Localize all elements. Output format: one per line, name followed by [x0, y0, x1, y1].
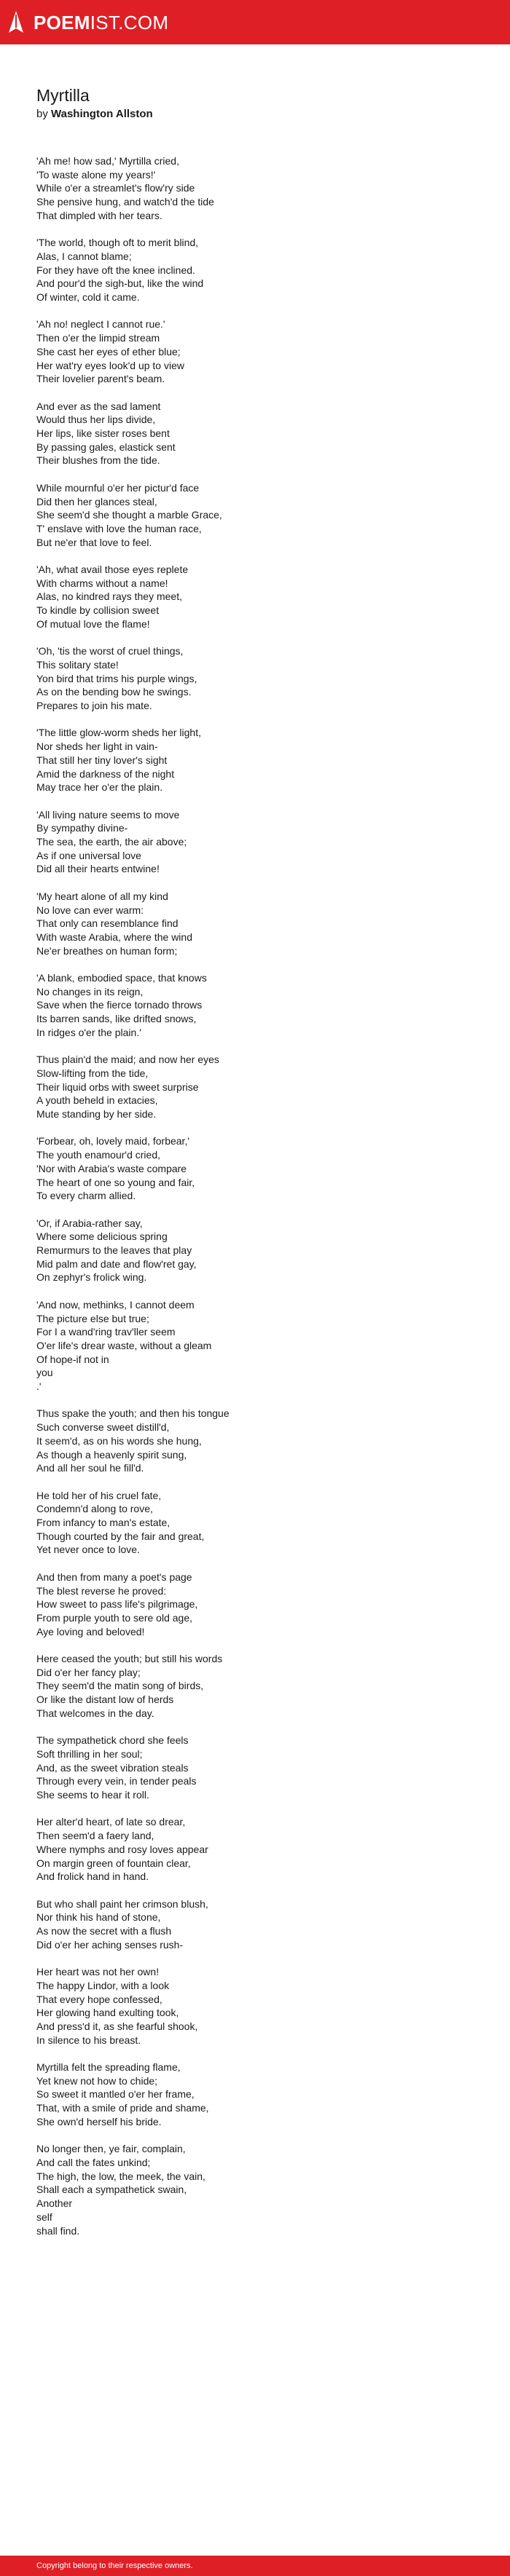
poem-line: She cast her eyes of ether blue;	[36, 345, 181, 357]
poem-line: 'The little glow-worm sheds her light,	[36, 727, 201, 739]
poem-line: Their lovelier parent's beam.	[36, 373, 165, 385]
poem-line: From purple youth to sere old age,	[36, 1611, 193, 1624]
poem-stanza	[36, 1652, 488, 1720]
poem-line: Or like the distant low of herds	[36, 1694, 174, 1706]
poem-line: 'Oh, 'tis the worst of cruel things,	[36, 645, 184, 657]
poem-line: As now the secret with a flush	[36, 1925, 172, 1937]
poem-line: The high, the low, the meek, the vain,	[36, 2170, 205, 2182]
poem-line: That welcomes in the day.	[36, 1707, 154, 1719]
poem-line: 'Nor with Arabia's waste compare	[36, 1162, 187, 1174]
poem-line: That every hope confessed,	[36, 1993, 162, 2005]
poem-line: And call the fates unkind;	[36, 2156, 151, 2168]
poem-stanza	[36, 1407, 488, 1475]
poem-line: Remurmurs to the leaves that play	[36, 1244, 192, 1257]
poem-line: Her heart was not her own!	[36, 1966, 160, 1978]
poem-line: It seem'd, as on his words she hung,	[36, 1434, 202, 1447]
poem-line: As on the bending bow he swings.	[36, 686, 192, 698]
poem-line: Did then her glances steal,	[36, 495, 157, 507]
poem-stanza	[36, 1217, 488, 1285]
poem-line: Of hope-if not in	[36, 1353, 109, 1365]
poem-line: And frolick hand in hand.	[36, 1870, 149, 1883]
poem-line: This solitary state!	[36, 658, 119, 671]
poem-stanza	[36, 481, 488, 550]
poem-title: Myrtilla	[36, 86, 90, 105]
poem-line: 'And now, methinks, I cannot deem	[36, 1298, 195, 1311]
poem-stanza	[36, 236, 488, 304]
poem-line: With charms without a name!	[36, 577, 168, 589]
poem-byline	[36, 107, 488, 121]
poem-line: Mute standing by her side.	[36, 1108, 157, 1121]
pencil-icon	[8, 10, 24, 35]
poem-line: Then seem'd a faery land,	[36, 1830, 154, 1842]
poem-stanza	[36, 1965, 488, 2047]
poem-line: Did o'er her fancy play;	[36, 1666, 141, 1678]
poem-line: T' enslave with love the human race,	[36, 522, 202, 534]
poem-line: Did o'er her aching senses rush-	[36, 1938, 184, 1951]
poem-line: As though a heavenly spirit sung,	[36, 1448, 187, 1461]
poem-line: Her lips, like sister roses bent	[36, 427, 170, 440]
poem-line: The happy Lindor, with a look	[36, 1979, 170, 1991]
poem-line: Ne'er breathes on human form;	[36, 944, 178, 957]
poem-line: While mournful o'er her pictur'd face	[36, 481, 200, 494]
poem-line: She pensive hung, and watch'd the tide	[36, 196, 214, 208]
poem-line: Her wat'ry eyes look'd up to view	[36, 359, 184, 371]
poem-line: And then from many a poet's page	[36, 1571, 192, 1583]
poem-line: Their liquid orbs with sweet surprise	[36, 1080, 199, 1093]
poem-line: self	[36, 2210, 52, 2223]
poem-line: 'My heart alone of all my kind	[36, 890, 168, 902]
poem-line: The heart of one so young and fair,	[36, 1176, 195, 1188]
poem-line: That still her tiny lover's sight	[36, 754, 168, 766]
poem-stanza	[36, 1298, 488, 1394]
poem-line: Their blushes from the tide.	[36, 454, 160, 467]
poem-line: Shall each a sympathetick swain,	[36, 2184, 187, 2196]
poem-line: Though courted by the fair and great,	[36, 1530, 205, 1542]
poem-line: 'Ah me! how sad,' Myrtilla cried,	[36, 155, 179, 167]
poem-line: On margin green of fountain clear,	[36, 1857, 191, 1869]
poem-line: And ever as the sad lament	[36, 400, 161, 412]
poem-stanza	[36, 1734, 488, 1802]
poem-stanza	[36, 2142, 488, 2237]
site-footer	[0, 2556, 510, 2576]
poem-line: To every charm allied.	[36, 1190, 136, 1202]
poem-stanza	[36, 1815, 488, 1884]
poem-line: 'All living nature seems to move	[36, 808, 180, 821]
poem-line: No love can ever warm:	[36, 904, 144, 916]
poem-line: How sweet to pass life's pilgrimage,	[36, 1598, 198, 1611]
poem-content	[36, 85, 488, 2251]
poem-line: Thus spake the youth; and then his tongue	[36, 1407, 230, 1420]
poem-line: While o'er a streamlet's flow'ry side	[36, 182, 195, 194]
poem-line: So sweet it mantled o'er her frame,	[36, 2088, 195, 2101]
poem-line: 'Or, if Arabia-rather say,	[36, 1217, 143, 1229]
poem-line: Another	[36, 2197, 73, 2210]
poem-line: Such converse sweet distill'd,	[36, 1421, 170, 1434]
poem-line: Alas, I cannot blame;	[36, 250, 132, 262]
poem-line: Save when the fierce tornado throws	[36, 999, 203, 1011]
poem-line: Yet knew not how to chide;	[36, 2074, 158, 2087]
poem-stanza	[36, 563, 488, 631]
poem-stanza	[36, 1571, 488, 1639]
poem-line: Where some delicious spring	[36, 1230, 168, 1243]
poem-line: No longer then, ye fair, complain,	[36, 2143, 186, 2155]
poem-line: The blest reverse he proved:	[36, 1584, 167, 1597]
poem-stanza	[36, 1134, 488, 1203]
poem-line: And press'd it, as she fearful shook,	[36, 2020, 198, 2032]
poem-line: No changes in its reign,	[36, 985, 144, 997]
poem-line: Yon bird that trims his purple wings,	[36, 672, 197, 684]
poem-line: 'Ah, what avail those eyes replete	[36, 564, 189, 576]
poem-stanza	[36, 317, 488, 386]
poem-line: That dimpled with her tears.	[36, 209, 162, 221]
poem-line: She seems to hear it roll.	[36, 1789, 149, 1801]
poem-line: The picture else but true;	[36, 1312, 149, 1324]
poem-stanza	[36, 971, 488, 1040]
poem-stanza	[36, 1897, 488, 1952]
poem-stanza	[36, 644, 488, 713]
poem-line: The sea, the earth, the air above;	[36, 836, 187, 848]
poem-line: She seem'd she thought a marble Grace,	[36, 509, 222, 521]
poem-line: 'Ah no! neglect I cannot rue.'	[36, 318, 165, 331]
poem-line: Nor think his hand of stone,	[36, 1911, 161, 1924]
poem-stanza	[36, 1053, 488, 1121]
poem-line: And, as the sweet vibration steals	[36, 1761, 189, 1774]
poem-line: To kindle by collision sweet	[36, 604, 160, 617]
poem-line: 'A blank, embodied space, that knows	[36, 972, 207, 984]
poem-line: Mid palm and date and flow'ret gay,	[36, 1257, 197, 1270]
poem-line: 'Forbear, oh, lovely maid, forbear,'	[36, 1135, 190, 1147]
poem-line: On zephyr's frolick wing.	[36, 1271, 147, 1284]
poem-line: From infancy to man's estate,	[36, 1517, 170, 1529]
poem-line: By sympathy divine-	[36, 822, 128, 834]
poem-line: As if one universal love	[36, 849, 141, 861]
poem-line: The youth enamour'd cried,	[36, 1149, 160, 1161]
poem-line: Yet never once to love.	[36, 1544, 140, 1556]
copyright-text: Copyright belong to their respective owners.	[36, 2561, 193, 2570]
poem-line: Of mutual love the flame!	[36, 617, 150, 630]
poem-line: Condemn'd along to rove,	[36, 1503, 153, 1515]
poem-line: And all her soul he fill'd.	[36, 1462, 144, 1474]
poem-line: Did all their hearts entwine!	[36, 863, 160, 875]
poem-line: you	[36, 1367, 53, 1379]
poem-line: For I a wand'ring trav'ller seem	[36, 1326, 176, 1338]
poem-line: In silence to his breast.	[36, 2034, 141, 2046]
poem-line: A youth beheld in extacies,	[36, 1094, 158, 1107]
poem-line: Alas, no kindred rays they meet,	[36, 590, 182, 603]
poem-line: .'	[36, 1380, 42, 1393]
poem-line: But ne'er that love to feel.	[36, 536, 152, 548]
poem-line: By passing gales, elastick sent	[36, 440, 176, 453]
logo-light-text: IST.COM	[90, 11, 169, 33]
poem-stanza	[36, 2061, 488, 2129]
poem-line: Her alter'd heart, of late so drear,	[36, 1816, 186, 1828]
site-logo-text	[34, 12, 168, 33]
poem-line: Here ceased the youth; but still his words	[36, 1653, 223, 1665]
poem-line: Would thus her lips divide,	[36, 414, 156, 426]
poem-line: That only can resemblance find	[36, 917, 178, 930]
poem-line: Myrtilla felt the spreading flame,	[36, 2061, 181, 2074]
poem-stanza	[36, 726, 488, 794]
poem-line: Where nymphs and rosy loves appear	[36, 1843, 208, 1855]
author-link[interactable]: Washington Allston	[51, 108, 153, 120]
poem-stanza	[36, 400, 488, 468]
poem-body	[36, 154, 488, 2237]
poem-line: For they have oft the knee inclined.	[36, 264, 195, 276]
poem-line: Her glowing hand exulting took,	[36, 2007, 179, 2019]
poem-line: With waste Arabia, where the wind	[36, 931, 192, 943]
poem-line: Through every vein, in tender peals	[36, 1775, 197, 1787]
poem-line: shall find.	[36, 2224, 80, 2237]
poem-stanza	[36, 1489, 488, 1557]
poem-line: And pour'd the sigh-but, like the wind	[36, 277, 204, 290]
poem-line: But who shall paint her crimson blush,	[36, 1897, 208, 1910]
site-header	[0, 0, 510, 44]
poem-line: Soft thrilling in her soul;	[36, 1747, 143, 1760]
poem-line: The sympathetick chord she feels	[36, 1734, 189, 1747]
poem-line: Prepares to join his mate.	[36, 700, 152, 712]
poem-line: He told her of his cruel fate,	[36, 1489, 162, 1501]
poem-line: She own'd herself his bride.	[36, 2115, 162, 2127]
site-logo[interactable]	[8, 10, 168, 35]
poem-stanza	[36, 890, 488, 958]
poem-line: 'The world, though oft to merit blind,	[36, 237, 199, 249]
by-label: by	[36, 108, 48, 120]
poem-line: Slow-lifting from the tide,	[36, 1067, 149, 1079]
poem-line: Nor sheds her light in vain-	[36, 740, 158, 753]
poem-line: May trace her o'er the plain.	[36, 781, 163, 794]
poem-line: Its barren sands, like drifted snows,	[36, 1013, 197, 1025]
poem-line: Amid the darkness of the night	[36, 767, 175, 780]
poem-line: Of winter, cold it came.	[36, 291, 140, 304]
poem-line: They seem'd the matin song of birds,	[36, 1680, 204, 1692]
poem-line: Thus plain'd the maid; and now her eyes	[36, 1054, 219, 1066]
poem-line: In ridges o'er the plain.'	[36, 1026, 141, 1038]
logo-bold-text: POEM	[34, 11, 90, 33]
poem-line: Aye loving and beloved!	[36, 1625, 145, 1637]
poem-line: That, with a smile of pride and shame,	[36, 2102, 209, 2114]
poem-stanza	[36, 154, 488, 223]
poem-stanza	[36, 808, 488, 877]
poem-line: Then o'er the limpid stream	[36, 332, 160, 344]
poem-line: O'er life's drear waste, without a gleam	[36, 1339, 212, 1351]
poem-line: 'To waste alone my years!'	[36, 168, 156, 181]
